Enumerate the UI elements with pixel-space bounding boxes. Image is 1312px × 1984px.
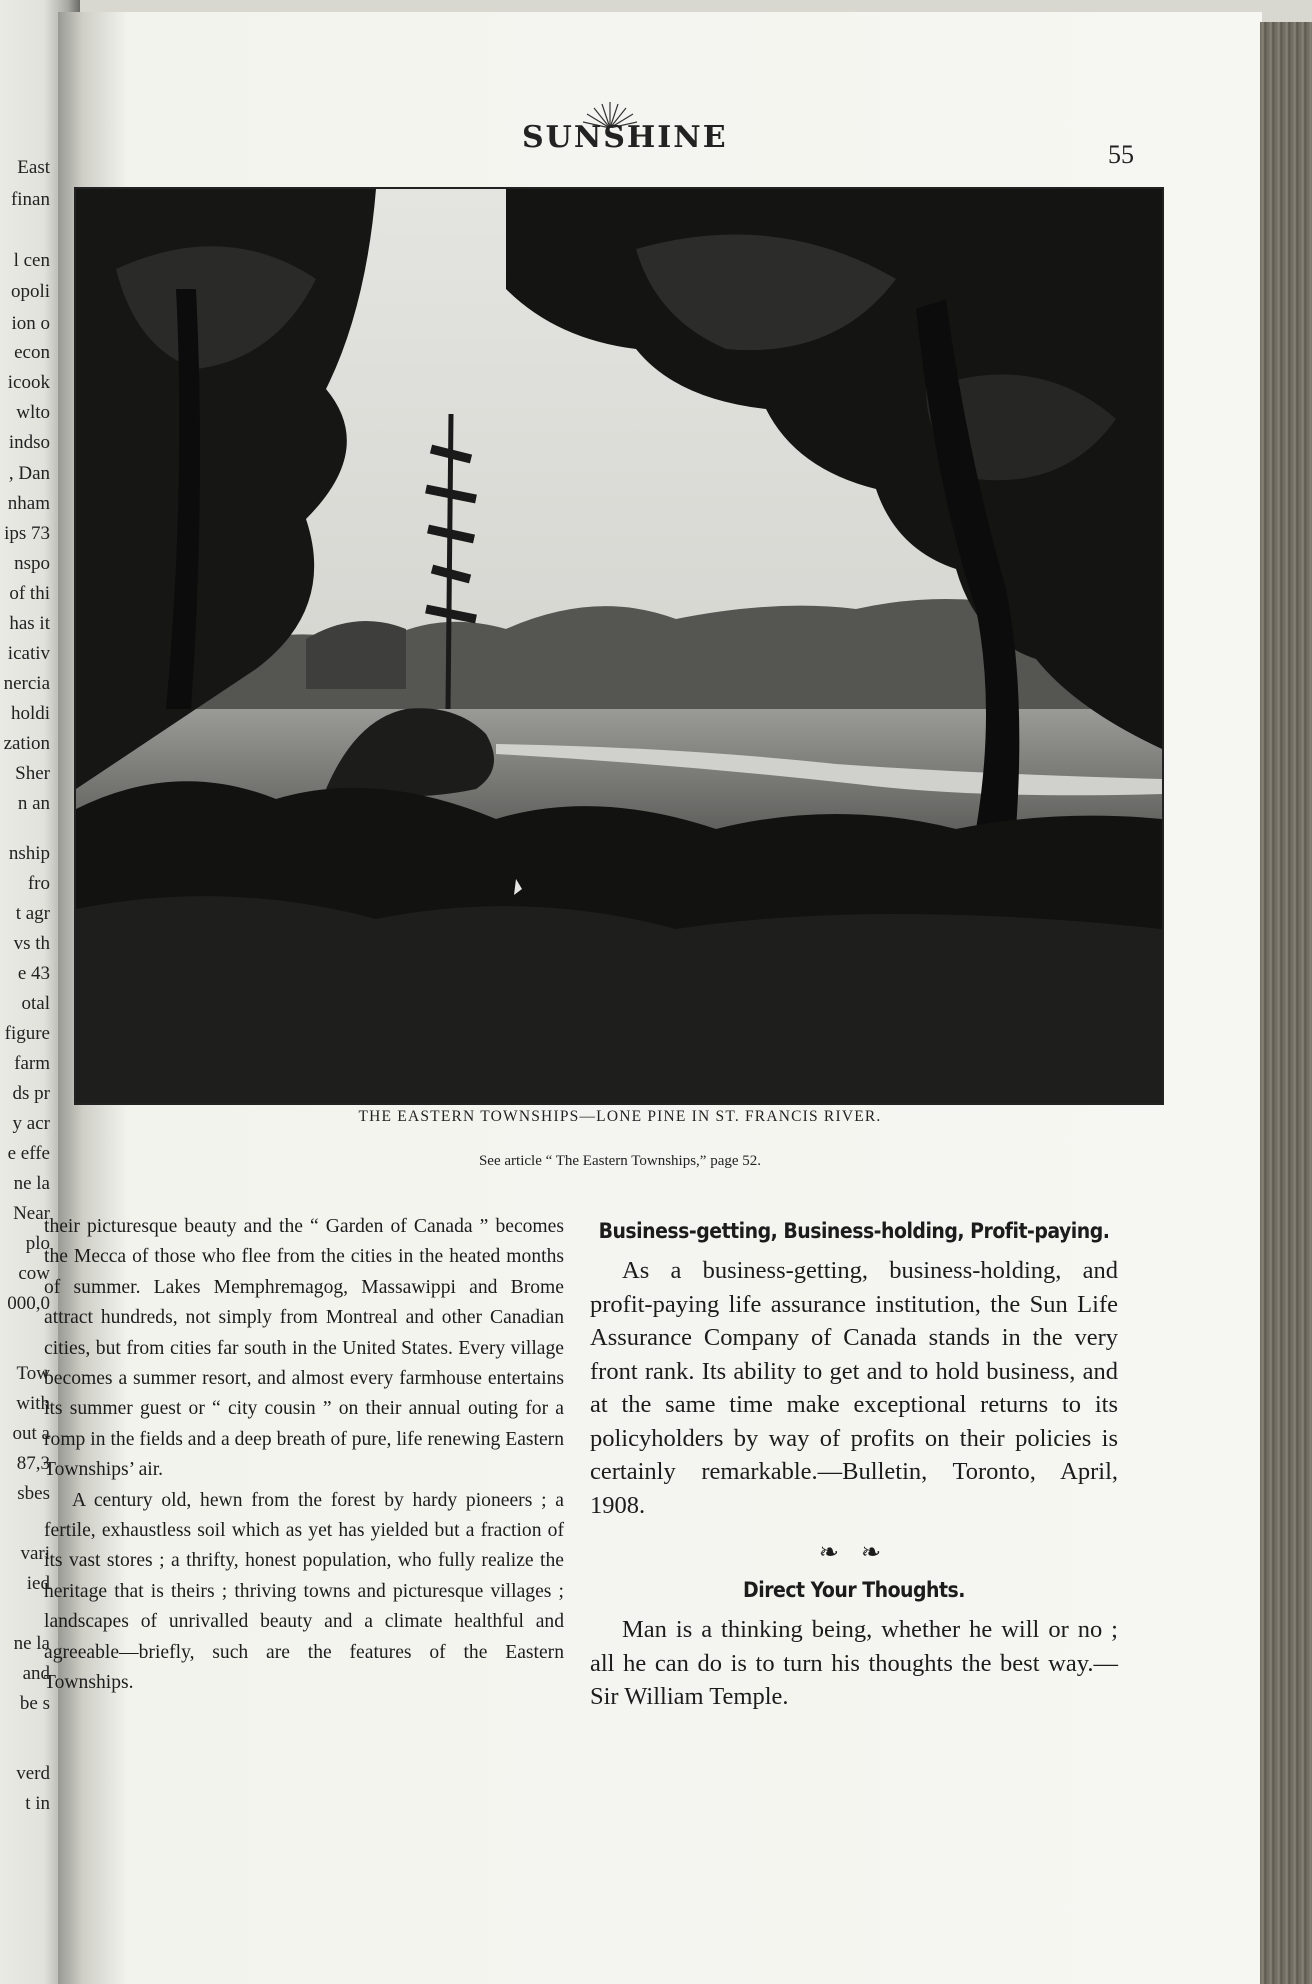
facing-page-text-fragment: econ bbox=[14, 342, 50, 363]
article-paragraph: their picturesque beauty and the “ Garden of Canada ” becomes the Mecca of those who flee from the cities in the heated months of summer. Lakes Memphremagog, Massawippi and Brome attract hundreds, not simply from Montreal and other Canadian cities, but from cities far south in the United States. Every village becomes a summer resort, and almost every farmhouse entertains its summer guest or “ city cousin ” on their annual outing for a romp in the fields and a deep breath of pure, life renewing Eastern Townships’ air. bbox=[44, 1216, 564, 1481]
section-heading: Business-getting, Business-holding, Profit-paying. bbox=[598, 1219, 1110, 1243]
facing-page-text-fragment: vs th bbox=[13, 933, 50, 954]
facing-page-text-fragment: of thi bbox=[9, 583, 50, 604]
article-paragraph: A century old, hewn from the forest by hardy pioneers ; a fertile, exhaustless soil which as yet has yielded but a fraction of its vast stores ; a thrifty, honest population, who fully realize the heritage that is theirs ; thriving towns and picturesque villages ; landscapes of unrivalled beauty and a climate healthful and agreeable—briefly, such are the features of the Eastern Townships. bbox=[44, 1489, 564, 1694]
facing-page-text-fragment: 000,0 bbox=[7, 1293, 50, 1314]
facing-page-text-fragment: nspo bbox=[14, 553, 50, 574]
facing-page-text-fragment: y acr bbox=[12, 1113, 50, 1134]
section-body: Man is a thinking being, whether he will or no ; all he can do is to turn his thoughts the best way.—Sir William Temple. bbox=[590, 1616, 1118, 1710]
facing-page-text-fragment: otal bbox=[21, 993, 50, 1014]
photo-caption-reference: See article “ The Eastern Townships,” page 52. bbox=[478, 1153, 762, 1169]
facing-page-text-fragment: ips 73 bbox=[4, 523, 50, 544]
facing-page-text-fragment: has it bbox=[9, 613, 50, 634]
facing-page-text-fragment: figure bbox=[4, 1023, 50, 1044]
facing-page-text-fragment: sbes bbox=[17, 1483, 50, 1504]
facing-page-text-fragment: ne la bbox=[13, 1633, 50, 1654]
facing-page-text-fragment: ion o bbox=[11, 313, 50, 334]
facing-page-text-fragment: ied bbox=[26, 1573, 50, 1594]
facing-page-text-fragment: t agr bbox=[15, 903, 50, 924]
river-landscape-image bbox=[76, 189, 1162, 1103]
facing-page-text-fragment: ne la bbox=[13, 1173, 50, 1194]
article-column-right bbox=[590, 1218, 1118, 1714]
facing-page-text-fragment: and bbox=[22, 1663, 50, 1684]
facing-page-text-fragment: e 43 bbox=[17, 963, 50, 984]
facing-page-text-fragment: l cen bbox=[13, 250, 50, 271]
page-number: 55 bbox=[1108, 140, 1134, 169]
facing-page-text-fragment: fro bbox=[27, 873, 50, 894]
facing-page-text-fragment: be s bbox=[19, 1693, 50, 1714]
masthead-title: SUNSHINE bbox=[522, 120, 728, 155]
facing-page-text-fragment: Tow bbox=[16, 1363, 50, 1384]
masthead-logo bbox=[522, 100, 728, 160]
facing-page-text-fragment: indso bbox=[8, 432, 50, 453]
page-edge bbox=[1260, 22, 1312, 1984]
facing-page-text-fragment: out a bbox=[12, 1423, 50, 1444]
facing-page-text-fragment: plo bbox=[25, 1233, 50, 1254]
facing-page-text-fragment: nercia bbox=[3, 673, 50, 694]
section-body: As a business-getting, business-holding, and profit-paying life assurance institution, the Sun Life Assurance Company of Canada stands in the very front rank. Its ability to get and to hold business, and at the same time make exceptional returns to its policyholders by way of profits on their policies is certainly remarkable.—Bulletin, Toronto, April, 1908. bbox=[590, 1257, 1118, 1519]
facing-page-text-fragment: icook bbox=[7, 372, 50, 393]
facing-page-text-fragment: finan bbox=[10, 189, 50, 210]
facing-page-text-fragment: 87,3 bbox=[16, 1453, 50, 1474]
facing-page-text-fragment: wlto bbox=[16, 402, 50, 423]
facing-page-text-fragment: holdi bbox=[10, 703, 50, 724]
facing-page-text-fragment: verd bbox=[16, 1763, 50, 1784]
article-column-left bbox=[44, 1212, 564, 1699]
facing-page-text-fragment: zation bbox=[3, 733, 50, 754]
facing-page-text-fragment: opoli bbox=[10, 281, 50, 302]
facing-page-text-fragment: Near bbox=[13, 1203, 50, 1224]
facing-page-text-fragment: vari bbox=[20, 1543, 50, 1564]
facing-page-text-fragment: nham bbox=[7, 493, 50, 514]
facing-page-text-fragment: farm bbox=[14, 1053, 50, 1074]
facing-page-text-fragment: e effe bbox=[7, 1143, 50, 1164]
section-heading: Direct Your Thoughts. bbox=[743, 1578, 965, 1602]
photo-caption: THE EASTERN TOWNSHIPS—LONE PINE IN ST. FRANCIS RIVER. bbox=[358, 1108, 882, 1125]
fleuron-ornament-icon: ❧ ❧ bbox=[818, 1540, 890, 1566]
facing-page-text-fragment: cow bbox=[18, 1263, 50, 1284]
facing-page-text-fragment: icativ bbox=[7, 643, 50, 664]
facing-page-text-fragment: t in bbox=[25, 1793, 50, 1814]
facing-page-text-fragment: ds pr bbox=[12, 1083, 50, 1104]
facing-page-text-fragment: Sher bbox=[15, 763, 50, 784]
facing-page-text-fragment: , Dan bbox=[8, 463, 50, 484]
facing-page-text-fragment: n an bbox=[17, 793, 50, 814]
facing-page-text-fragment: East bbox=[17, 157, 50, 178]
facing-page-text-fragment: nship bbox=[8, 843, 50, 864]
facing-page-text-fragment: with bbox=[16, 1393, 50, 1414]
landscape-photo bbox=[74, 187, 1164, 1105]
